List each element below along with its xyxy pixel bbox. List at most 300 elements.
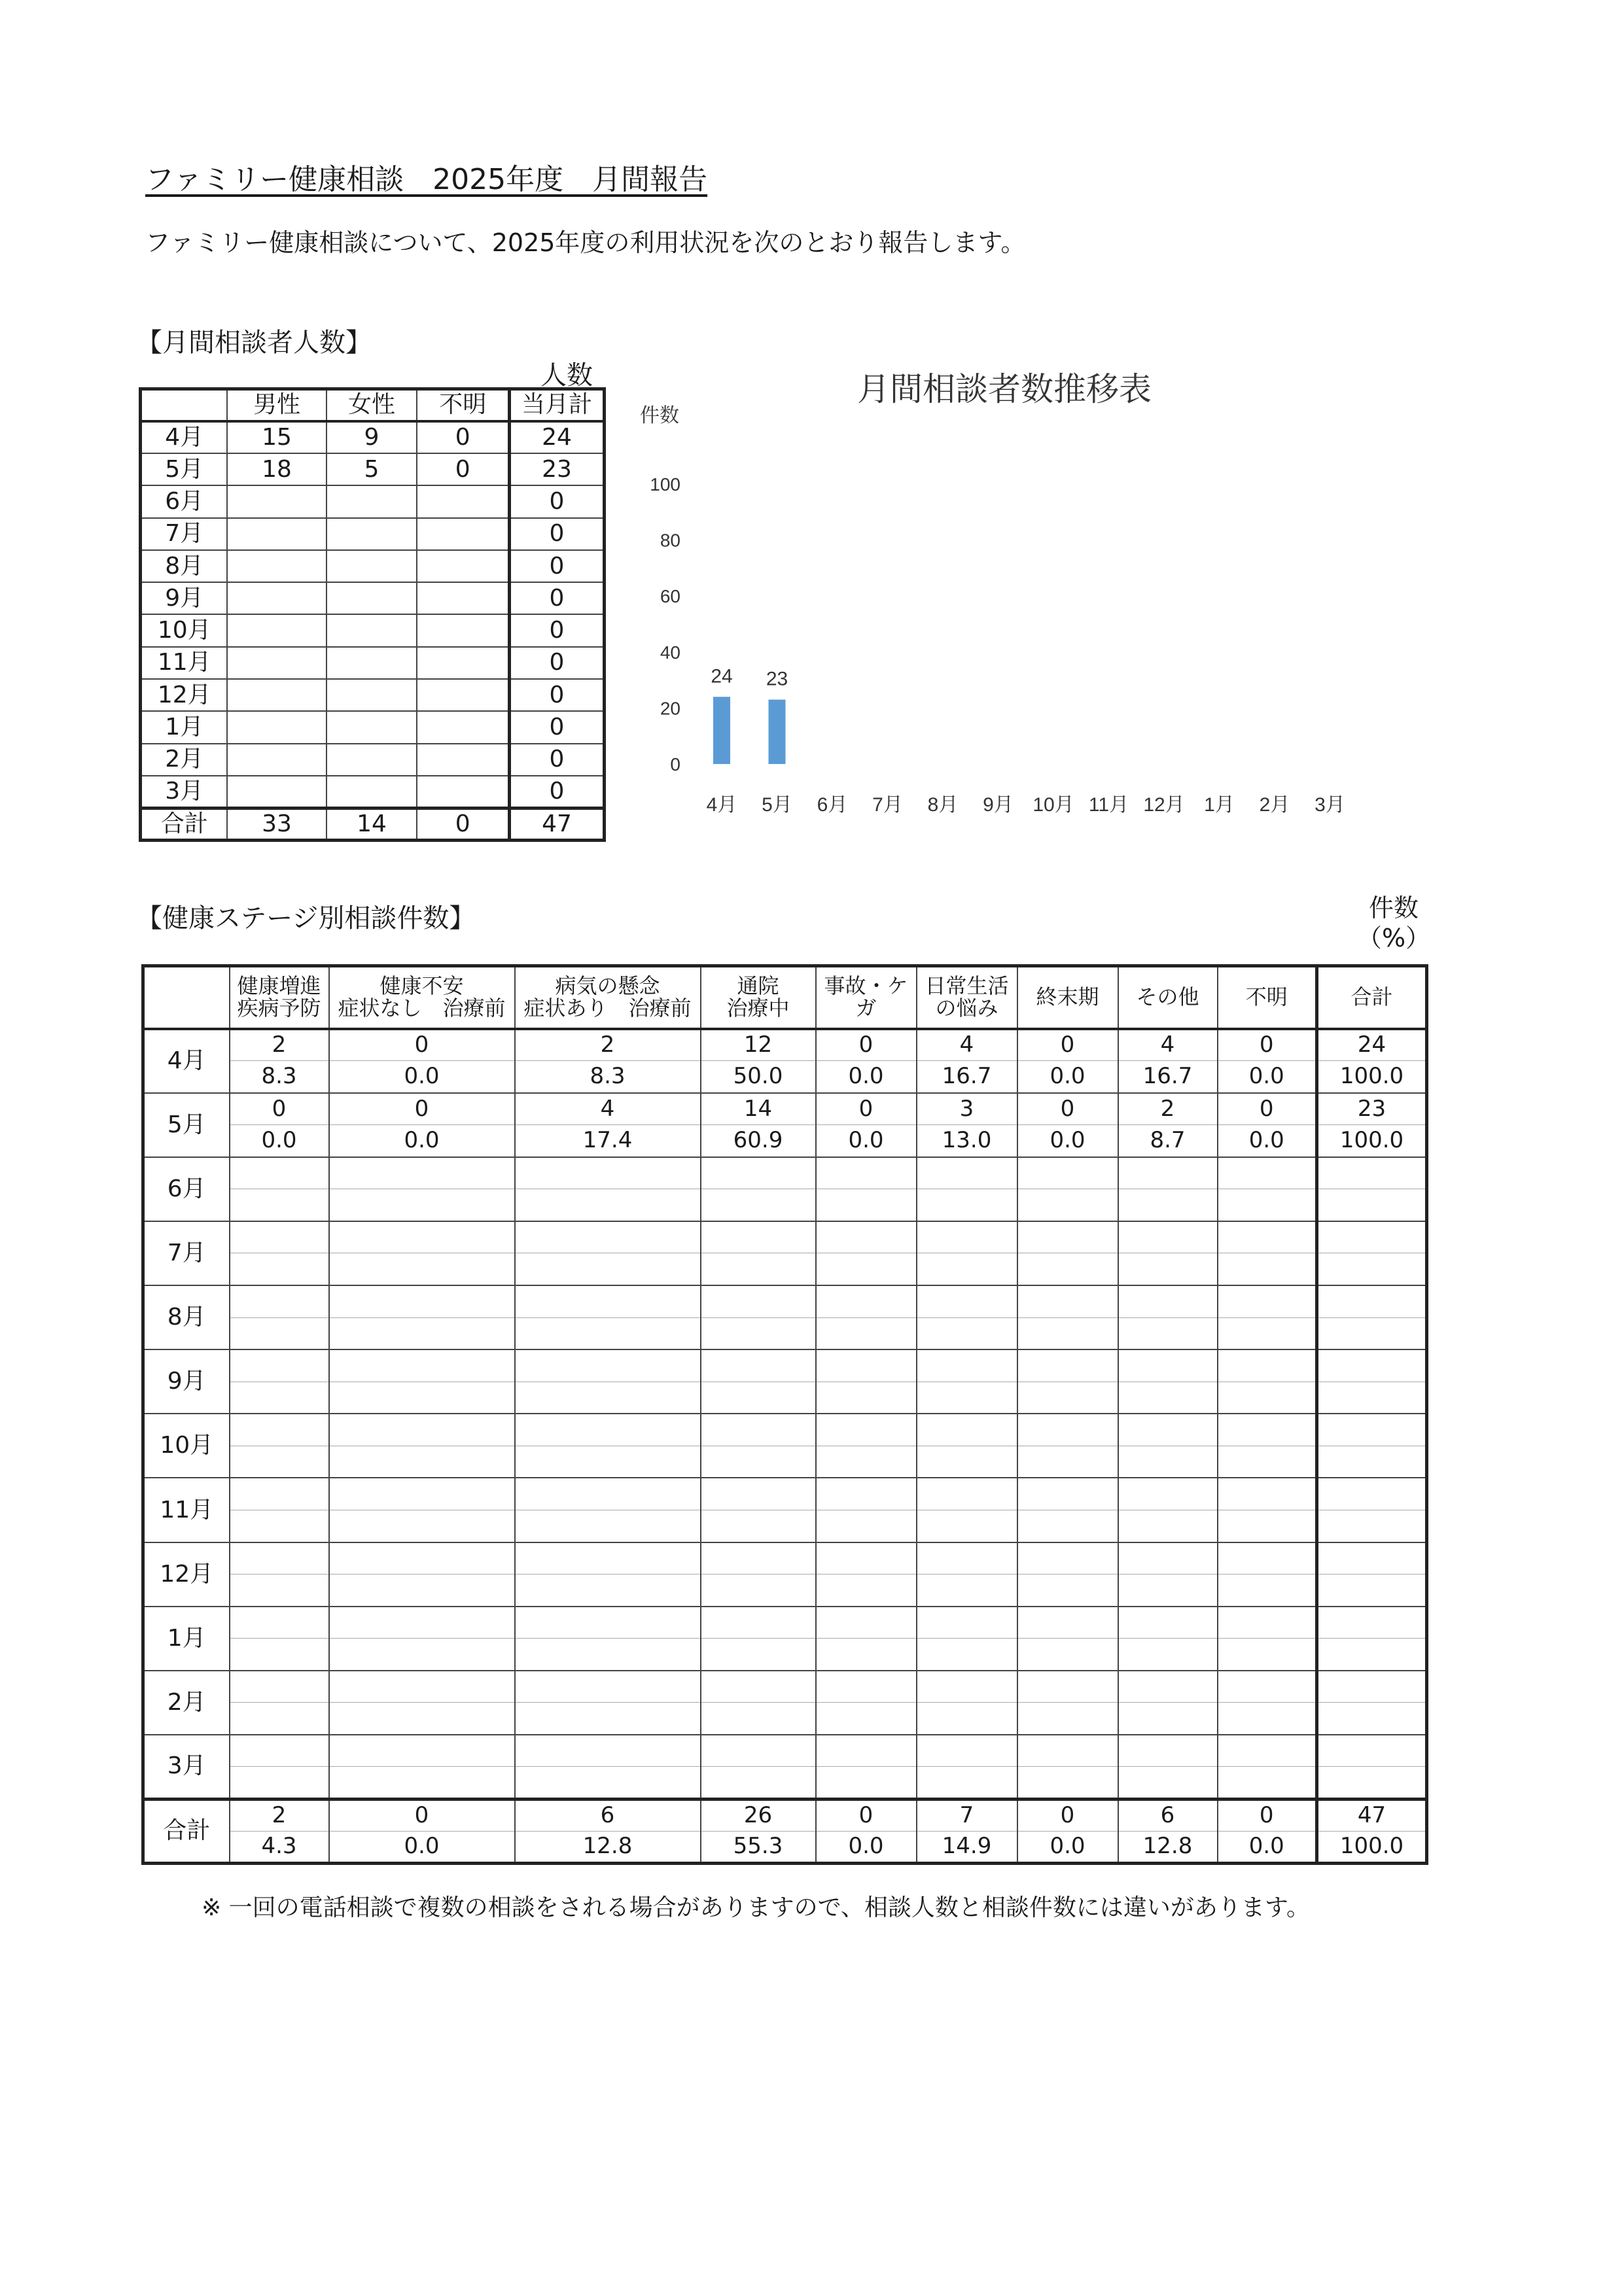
stage-percent-cell	[1118, 1317, 1218, 1349]
monthly-cell-unknown	[417, 776, 509, 808]
stage-count-cell	[816, 1478, 917, 1510]
stage-count-cell	[230, 1607, 329, 1639]
stage-percent-cell	[329, 1574, 515, 1607]
stage-total-percent: 0.0	[1218, 1831, 1317, 1863]
stage-count-cell	[515, 1478, 701, 1510]
stage-percent-cell	[1017, 1510, 1118, 1542]
stage-row-month: 2月	[143, 1671, 230, 1735]
stage-count-cell	[515, 1542, 701, 1574]
stage-count-cell	[230, 1414, 329, 1446]
chart-bar-4月	[713, 697, 730, 764]
monthly-header-4: 当月計	[509, 389, 604, 421]
stage-percent-cell	[329, 1446, 515, 1478]
stage-count-cell	[1317, 1671, 1427, 1703]
stage-count-cell	[1218, 1542, 1317, 1574]
stage-total-count: 2	[230, 1799, 329, 1831]
stage-count-cell	[1317, 1157, 1427, 1189]
stage-percent-cell: 8.3	[230, 1061, 329, 1093]
stage-percent-cell: 16.7	[1118, 1061, 1218, 1093]
monthly-cell-female	[327, 518, 417, 550]
chart-ytick-label: 20	[660, 698, 680, 719]
monthly-row-month: 5月	[141, 453, 228, 485]
stage-percent-cell	[329, 1639, 515, 1671]
monthly-total-male: 33	[227, 808, 326, 840]
monthly-cell-female	[327, 776, 417, 808]
stage-count-cell: 0	[329, 1029, 515, 1061]
stage-percent-cell: 50.0	[701, 1061, 816, 1093]
stage-percent-cell	[1218, 1253, 1317, 1285]
monthly-row-month: 10月	[141, 614, 228, 646]
monthly-cell-male	[227, 776, 326, 808]
monthly-cell-male	[227, 711, 326, 743]
stage-percent-cell	[701, 1317, 816, 1349]
stage-percent-cell	[1017, 1382, 1118, 1414]
stage-percent-cell	[230, 1639, 329, 1671]
stage-header-9	[1317, 966, 1427, 1029]
stage-total-count: 0	[816, 1799, 917, 1831]
stage-percent-cell	[1317, 1382, 1427, 1414]
stage-percent-cell: 0.0	[329, 1061, 515, 1093]
stage-count-cell	[917, 1478, 1017, 1510]
stage-percent-cell	[1317, 1767, 1427, 1799]
chart-ytick-label: 60	[660, 586, 680, 607]
stage-percent-cell	[1118, 1767, 1218, 1799]
stage-percent-cell: 13.0	[917, 1125, 1017, 1157]
stage-percent-cell	[917, 1510, 1017, 1542]
monthly-cell-male	[227, 679, 326, 711]
stage-count-cell	[1017, 1221, 1118, 1253]
stage-total-label: 合計	[143, 1799, 230, 1863]
stage-percent-cell	[515, 1317, 701, 1349]
stage-percent-cell	[816, 1639, 917, 1671]
stage-percent-cell	[230, 1253, 329, 1285]
stage-percent-cell	[1218, 1703, 1317, 1735]
chart-ytick-label: 80	[660, 530, 680, 551]
stage-count-cell	[917, 1607, 1017, 1639]
stage-count-cell	[816, 1414, 917, 1446]
stage-count-cell	[1118, 1285, 1218, 1317]
stage-percent-cell	[816, 1189, 917, 1221]
stage-count-cell: 2	[515, 1029, 701, 1061]
stage-percent-cell: 0.0	[816, 1125, 917, 1157]
stage-count-cell: 4	[1118, 1029, 1218, 1061]
monthly-cell-female: 9	[327, 421, 417, 453]
stage-header-line: 健康不安	[380, 973, 464, 999]
chart-data-label: 23	[766, 668, 788, 690]
stage-header-4	[816, 966, 917, 1029]
stage-count-cell	[1118, 1157, 1218, 1189]
monthly-cell-total: 0	[509, 711, 604, 743]
stage-count-cell	[1317, 1221, 1427, 1253]
stage-total-count: 0	[329, 1799, 515, 1831]
stage-count-cell	[1317, 1607, 1427, 1639]
stage-count-cell	[329, 1671, 515, 1703]
stage-percent-cell	[917, 1382, 1017, 1414]
chart-xtick-label: 4月	[706, 794, 737, 816]
monthly-row-month: 1月	[141, 711, 228, 743]
stage-total-percent: 0.0	[329, 1831, 515, 1863]
stage-count-cell	[1118, 1349, 1218, 1382]
stage-header-blank	[143, 966, 230, 1029]
chart-ytick-label: 40	[660, 642, 680, 663]
stage-count-cell	[1118, 1607, 1218, 1639]
stage-count-cell	[701, 1285, 816, 1317]
monthly-cell-unknown	[417, 744, 509, 776]
stage-percent-cell	[1118, 1446, 1218, 1478]
stage-percent-cell	[917, 1639, 1017, 1671]
stage-count-cell	[1118, 1542, 1218, 1574]
stage-percent-cell	[329, 1767, 515, 1799]
stage-percent-cell	[1017, 1767, 1118, 1799]
stage-count-cell	[701, 1735, 816, 1767]
stage-percent-cell	[701, 1703, 816, 1735]
stage-percent-cell	[515, 1703, 701, 1735]
stage-header-3	[701, 966, 816, 1029]
stage-count-cell	[230, 1735, 329, 1767]
monthly-cell-female	[327, 485, 417, 517]
stage-count-cell	[701, 1542, 816, 1574]
stage-percent-cell	[230, 1446, 329, 1478]
monthly-cell-total: 0	[509, 582, 604, 614]
stage-percent-cell: 0.0	[816, 1061, 917, 1093]
stage-count-cell	[1118, 1414, 1218, 1446]
stage-count-cell	[329, 1607, 515, 1639]
stage-count-cell	[1317, 1735, 1427, 1767]
monthly-cell-male: 18	[227, 453, 326, 485]
monthly-header-0	[141, 389, 228, 421]
stage-header-7	[1118, 966, 1218, 1029]
stage-count-cell: 0	[816, 1093, 917, 1125]
monthly-cell-female	[327, 614, 417, 646]
stage-count-cell	[816, 1157, 917, 1189]
stage-count-cell: 24	[1317, 1029, 1427, 1061]
monthly-section-title: 【月間相談者人数】	[136, 328, 372, 358]
stage-count-cell	[1218, 1157, 1317, 1189]
monthly-row-month: 11月	[141, 647, 228, 679]
stage-percent-cell	[816, 1510, 917, 1542]
stage-percent-cell	[1218, 1639, 1317, 1671]
stage-percent-cell	[329, 1317, 515, 1349]
chart-xtick-label: 2月	[1259, 794, 1290, 816]
stage-percent-cell	[1118, 1253, 1218, 1285]
chart-data-label: 24	[711, 665, 733, 687]
monthly-cell-male	[227, 582, 326, 614]
stage-percent-cell: 8.7	[1118, 1125, 1218, 1157]
stage-count-cell: 4	[917, 1029, 1017, 1061]
stage-count-cell	[816, 1671, 917, 1703]
stage-count-cell	[1317, 1349, 1427, 1382]
stage-total-count: 0	[1218, 1799, 1317, 1831]
stage-count-cell	[701, 1349, 816, 1382]
stage-percent-cell	[701, 1639, 816, 1671]
chart-xtick-label: 11月	[1088, 794, 1129, 816]
stage-count-cell	[329, 1349, 515, 1382]
stage-count-cell: 0	[1017, 1029, 1118, 1061]
monthly-row-month: 8月	[141, 550, 228, 582]
stage-header-line: 日常生活	[925, 973, 1009, 999]
stage-percent-cell	[917, 1317, 1017, 1349]
monthly-count-table	[139, 387, 606, 842]
stage-percent-cell	[515, 1767, 701, 1799]
stage-header-2	[515, 966, 701, 1029]
stage-total-percent: 55.3	[701, 1831, 816, 1863]
monthly-cell-total: 0	[509, 518, 604, 550]
stage-header-line: 合計	[1350, 984, 1393, 1009]
stage-section-title: 【健康ステージ別相談件数】	[136, 903, 476, 933]
monthly-cell-unknown	[417, 711, 509, 743]
monthly-cell-unknown: 0	[417, 453, 509, 485]
stage-count-cell	[515, 1607, 701, 1639]
stage-count-cell	[515, 1671, 701, 1703]
stage-count-cell	[329, 1735, 515, 1767]
stage-header-line: 治療中	[726, 995, 790, 1020]
stage-count-cell	[1017, 1735, 1118, 1767]
stage-header-line: 不明	[1245, 984, 1288, 1009]
stage-count-cell: 14	[701, 1093, 816, 1125]
stage-percent-cell	[701, 1189, 816, 1221]
stage-percent-cell	[1118, 1510, 1218, 1542]
stage-count-cell	[816, 1607, 917, 1639]
chart-xtick-label: 6月	[817, 794, 848, 816]
stage-percent-cell	[816, 1574, 917, 1607]
stage-count-cell: 12	[701, 1029, 816, 1061]
monthly-cell-unknown	[417, 647, 509, 679]
chart-title: 月間相談者数推移表	[857, 371, 1152, 408]
stage-percent-cell	[1218, 1317, 1317, 1349]
stage-count-cell	[1317, 1414, 1427, 1446]
stage-percent-cell	[917, 1574, 1017, 1607]
stage-count-cell	[1218, 1349, 1317, 1382]
chart-ytick-label: 0	[670, 754, 680, 774]
stage-total-count: 6	[1118, 1799, 1218, 1831]
stage-header-line: 症状あり 治療前	[523, 995, 692, 1020]
stage-header-6	[1017, 966, 1118, 1029]
monthly-cell-total: 23	[509, 453, 604, 485]
monthly-total-female: 14	[327, 808, 417, 840]
stage-count-cell	[701, 1221, 816, 1253]
chart-xtick-label: 9月	[983, 794, 1014, 816]
stage-percent-cell: 60.9	[701, 1125, 816, 1157]
stage-header-line: 健康増進	[237, 973, 321, 999]
stage-total-count: 47	[1317, 1799, 1427, 1831]
monthly-cell-male	[227, 614, 326, 646]
stage-header-line: 通院	[737, 973, 779, 999]
stage-row-month: 11月	[143, 1478, 230, 1542]
stage-percent-cell	[230, 1317, 329, 1349]
stage-percent-cell: 16.7	[917, 1061, 1017, 1093]
monthly-row-month: 6月	[141, 485, 228, 517]
stage-count-cell	[1317, 1285, 1427, 1317]
stage-count-cell	[701, 1414, 816, 1446]
stage-total-percent: 4.3	[230, 1831, 329, 1863]
stage-percent-cell	[701, 1767, 816, 1799]
stage-percent-cell	[230, 1382, 329, 1414]
stage-count-cell	[1017, 1157, 1118, 1189]
stage-header-line: 症状なし 治療前	[338, 995, 506, 1020]
stage-count-cell	[816, 1221, 917, 1253]
chart-xtick-label: 8月	[927, 794, 959, 816]
health-stage-table	[141, 964, 1428, 1865]
monthly-cell-unknown	[417, 485, 509, 517]
stage-percent-cell	[816, 1317, 917, 1349]
monthly-total-label: 合計	[141, 808, 228, 840]
stage-count-cell	[1017, 1542, 1118, 1574]
monthly-total-total: 47	[509, 808, 604, 840]
stage-count-cell	[1218, 1735, 1317, 1767]
stage-row-month: 12月	[143, 1542, 230, 1607]
stage-count-cell	[816, 1735, 917, 1767]
stage-count-cell	[1017, 1607, 1118, 1639]
monthly-cell-female	[327, 711, 417, 743]
stage-percent-cell	[917, 1446, 1017, 1478]
monthly-cell-female	[327, 679, 417, 711]
stage-percent-cell	[917, 1189, 1017, 1221]
stage-count-cell	[230, 1542, 329, 1574]
stage-count-cell	[701, 1157, 816, 1189]
stage-count-cell	[1118, 1221, 1218, 1253]
stage-count-cell: 0	[230, 1093, 329, 1125]
stage-percent-cell	[816, 1767, 917, 1799]
monthly-cell-unknown	[417, 582, 509, 614]
stage-total-percent: 12.8	[515, 1831, 701, 1863]
stage-percent-cell	[515, 1253, 701, 1285]
stage-percent-cell	[701, 1510, 816, 1542]
stage-count-cell	[701, 1671, 816, 1703]
stage-percent-cell	[816, 1253, 917, 1285]
stage-percent-cell	[230, 1189, 329, 1221]
stage-percent-cell	[515, 1510, 701, 1542]
monthly-cell-total: 0	[509, 744, 604, 776]
monthly-row-month: 3月	[141, 776, 228, 808]
monthly-cell-total: 0	[509, 485, 604, 517]
stage-count-cell	[816, 1285, 917, 1317]
stage-percent-cell	[329, 1189, 515, 1221]
stage-total-count: 7	[917, 1799, 1017, 1831]
stage-percent-cell	[515, 1639, 701, 1671]
monthly-unit-label: 人数	[540, 360, 593, 391]
monthly-total-unknown: 0	[417, 808, 509, 840]
stage-count-cell	[230, 1285, 329, 1317]
stage-count-cell	[230, 1221, 329, 1253]
stage-percent-cell	[1017, 1446, 1118, 1478]
stage-row-month: 8月	[143, 1285, 230, 1349]
stage-unit-label	[1357, 894, 1430, 953]
page-title: ファミリー健康相談 2025年度 月間報告	[145, 163, 708, 196]
stage-percent-cell	[816, 1382, 917, 1414]
monthly-cell-male	[227, 647, 326, 679]
stage-header-line: の悩み	[935, 995, 998, 1020]
stage-percent-cell	[329, 1510, 515, 1542]
monthly-header-2: 女性	[327, 389, 417, 421]
stage-percent-cell	[816, 1446, 917, 1478]
stage-count-cell	[230, 1349, 329, 1382]
stage-row-month: 9月	[143, 1349, 230, 1414]
stage-percent-cell	[1218, 1767, 1317, 1799]
stage-count-cell	[230, 1478, 329, 1510]
monthly-cell-unknown	[417, 614, 509, 646]
stage-percent-cell	[1218, 1510, 1317, 1542]
stage-header-0	[230, 966, 329, 1029]
stage-percent-cell	[701, 1382, 816, 1414]
stage-percent-cell: 8.3	[515, 1061, 701, 1093]
stage-total-percent: 14.9	[917, 1831, 1017, 1863]
stage-count-cell: 2	[230, 1029, 329, 1061]
stage-header-line: 病気の懸念	[555, 973, 660, 999]
stage-total-count: 6	[515, 1799, 701, 1831]
stage-count-cell	[1317, 1542, 1427, 1574]
stage-count-cell	[1017, 1478, 1118, 1510]
stage-count-cell	[329, 1221, 515, 1253]
stage-count-cell: 0	[816, 1029, 917, 1061]
stage-percent-cell	[701, 1574, 816, 1607]
stage-percent-cell: 0.0	[1017, 1061, 1118, 1093]
stage-count-cell	[917, 1285, 1017, 1317]
stage-count-cell	[917, 1414, 1017, 1446]
stage-percent-cell	[917, 1767, 1017, 1799]
stage-header-line: 事故・ケガ	[824, 973, 908, 1020]
stage-count-cell: 0	[329, 1093, 515, 1125]
stage-count-cell	[917, 1349, 1017, 1382]
stage-percent-cell	[515, 1382, 701, 1414]
stage-count-cell	[515, 1414, 701, 1446]
stage-percent-cell: 0.0	[329, 1125, 515, 1157]
stage-percent-cell	[329, 1382, 515, 1414]
stage-header-8	[1218, 966, 1317, 1029]
stage-percent-cell	[1118, 1639, 1218, 1671]
chart-ylabel: 件数	[640, 405, 679, 426]
stage-percent-cell	[1317, 1639, 1427, 1671]
stage-count-cell	[816, 1542, 917, 1574]
chart-xtick-label: 3月	[1315, 794, 1345, 816]
stage-percent-cell	[230, 1574, 329, 1607]
stage-unit-line1: 件数	[1369, 894, 1419, 922]
stage-percent-cell	[1317, 1253, 1427, 1285]
monthly-cell-male	[227, 485, 326, 517]
stage-percent-cell: 100.0	[1317, 1061, 1427, 1093]
monthly-row-month: 9月	[141, 582, 228, 614]
stage-count-cell	[1017, 1285, 1118, 1317]
monthly-cell-male	[227, 744, 326, 776]
stage-count-cell	[816, 1349, 917, 1382]
stage-count-cell	[515, 1349, 701, 1382]
monthly-cell-female: 5	[327, 453, 417, 485]
chart-bar-5月	[769, 700, 786, 764]
chart-xtick-label: 12月	[1143, 794, 1185, 816]
stage-count-cell	[230, 1671, 329, 1703]
stage-percent-cell: 0.0	[1218, 1061, 1317, 1093]
stage-header-line: 疾病予防	[237, 995, 321, 1020]
stage-count-cell	[329, 1478, 515, 1510]
stage-count-cell	[1218, 1414, 1317, 1446]
monthly-row-month: 4月	[141, 421, 228, 453]
monthly-trend-chart	[628, 353, 1387, 824]
monthly-cell-unknown	[417, 550, 509, 582]
stage-percent-cell: 17.4	[515, 1125, 701, 1157]
stage-count-cell	[515, 1735, 701, 1767]
stage-count-cell	[1218, 1285, 1317, 1317]
stage-percent-cell	[1317, 1446, 1427, 1478]
monthly-cell-total: 0	[509, 647, 604, 679]
footnote: ※ 一回の電話相談で複数の相談をされる場合がありますので、相談人数と相談件数には違いがあります。	[202, 1894, 1311, 1921]
stage-count-cell: 0	[1017, 1093, 1118, 1125]
stage-percent-cell: 0.0	[230, 1125, 329, 1157]
chart-xtick-label: 5月	[762, 794, 792, 816]
stage-header-line: 終末期	[1036, 984, 1099, 1009]
monthly-row-month: 12月	[141, 679, 228, 711]
stage-percent-cell	[1218, 1382, 1317, 1414]
stage-total-percent: 100.0	[1317, 1831, 1427, 1863]
stage-count-cell	[329, 1157, 515, 1189]
